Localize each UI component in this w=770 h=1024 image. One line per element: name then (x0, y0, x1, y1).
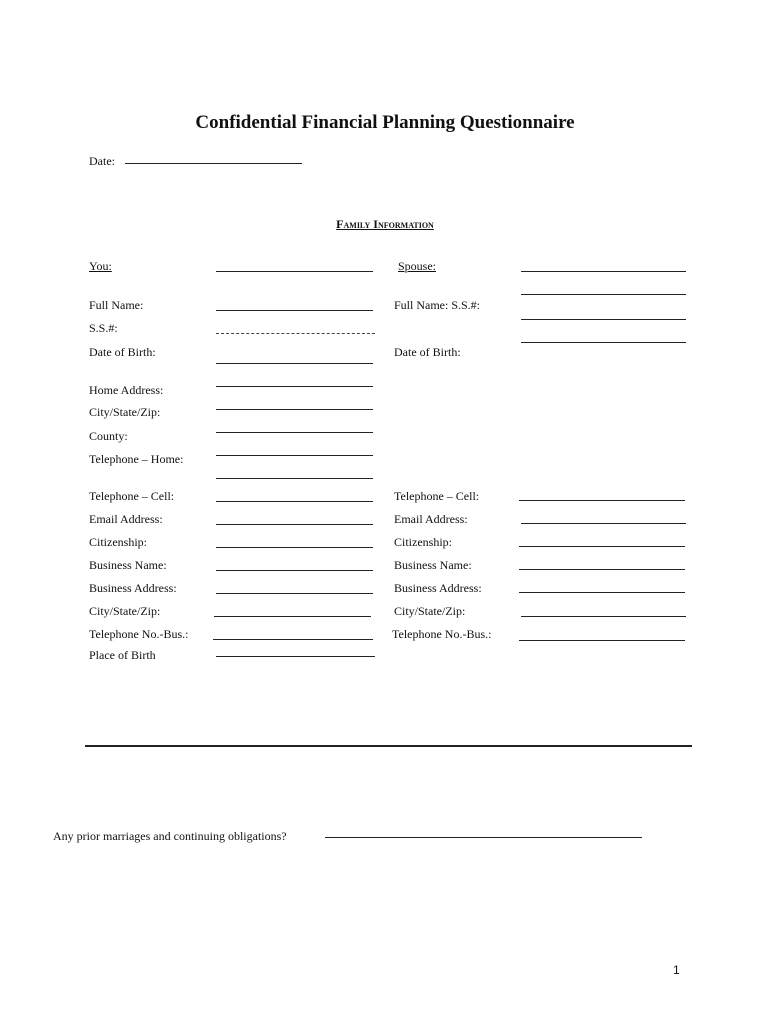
spouse-business-name-label: Business Name: (394, 558, 472, 572)
spouse-business-city-field[interactable] (521, 616, 686, 617)
page-number: 1 (673, 963, 680, 977)
you-citizenship-label: Citizenship: (89, 535, 147, 549)
spouse-business-name-field[interactable] (519, 569, 685, 570)
you-telephone-home-label: Telephone – Home: (89, 452, 184, 466)
you-telephone-home-field[interactable] (216, 455, 373, 456)
spouse-business-address-field[interactable] (519, 592, 685, 593)
you-business-name-field[interactable] (216, 570, 373, 571)
you-place-of-birth-label: Place of Birth (89, 648, 156, 662)
you-header-field[interactable] (216, 271, 373, 272)
you-telephone-cell-label: Telephone – Cell: (89, 489, 175, 503)
spouse-dob-label: Date of Birth: (394, 345, 461, 359)
spouse-full-name-field[interactable] (521, 319, 686, 320)
spouse-ssn-field[interactable] (521, 342, 686, 343)
prior-marriages-field[interactable] (325, 837, 642, 838)
you-city-state-zip-field[interactable] (216, 409, 373, 410)
you-home-address-label: Home Address: (89, 383, 164, 397)
you-full-name-field[interactable] (216, 310, 373, 311)
spouse-business-address-label: Business Address: (394, 581, 482, 595)
spouse-header-field[interactable] (521, 271, 686, 272)
you-ssn-field[interactable] (216, 333, 375, 334)
spouse-email-field[interactable] (521, 523, 686, 524)
you-citizenship-field[interactable] (216, 547, 373, 548)
you-business-address-label: Business Address: (89, 581, 177, 595)
section-divider (85, 745, 692, 747)
you-ssn-label: S.S.#: (89, 321, 118, 335)
spouse-header: Spouse: (398, 259, 437, 273)
you-telephone-bus-field[interactable] (213, 639, 373, 640)
you-extra-field[interactable] (216, 478, 373, 479)
spouse-email-label: Email Address: (394, 512, 468, 526)
spouse-telephone-cell-field[interactable] (519, 500, 685, 501)
spouse-full-name-ssn-label: Full Name: S.S.#: (394, 298, 481, 312)
you-dob-label: Date of Birth: (89, 345, 156, 359)
you-full-name-label: Full Name: (89, 298, 144, 312)
you-header: You: (89, 259, 112, 273)
spouse-business-city-label: City/State/Zip: (394, 604, 466, 618)
page-title: Confidential Financial Planning Questionnaire (195, 112, 575, 133)
section-title: Family Information (336, 217, 434, 231)
you-county-field[interactable] (216, 432, 373, 433)
you-business-city-label: City/State/Zip: (89, 604, 161, 618)
spouse-extra-field-1[interactable] (521, 294, 686, 295)
you-dob-field[interactable] (216, 363, 373, 364)
date-label: Date: (89, 154, 115, 168)
prior-marriages-label: Any prior marriages and continuing obligations? (53, 829, 287, 843)
you-business-city-field[interactable] (214, 616, 371, 617)
spouse-telephone-cell-label: Telephone – Cell: (394, 489, 480, 503)
you-county-label: County: (89, 429, 128, 443)
spouse-telephone-bus-label: Telephone No.-Bus.: (392, 627, 492, 641)
you-business-address-field[interactable] (216, 593, 373, 594)
you-email-label: Email Address: (89, 512, 163, 526)
you-home-address-field[interactable] (216, 386, 373, 387)
you-telephone-cell-field[interactable] (216, 501, 373, 502)
you-city-state-zip-label: City/State/Zip: (89, 405, 161, 419)
you-telephone-bus-label: Telephone No.-Bus.: (89, 627, 189, 641)
you-email-field[interactable] (216, 524, 373, 525)
spouse-citizenship-field[interactable] (519, 546, 685, 547)
date-field[interactable] (125, 163, 302, 164)
you-business-name-label: Business Name: (89, 558, 167, 572)
you-place-of-birth-field[interactable] (216, 656, 375, 657)
spouse-telephone-bus-field[interactable] (519, 640, 685, 641)
spouse-citizenship-label: Citizenship: (394, 535, 452, 549)
